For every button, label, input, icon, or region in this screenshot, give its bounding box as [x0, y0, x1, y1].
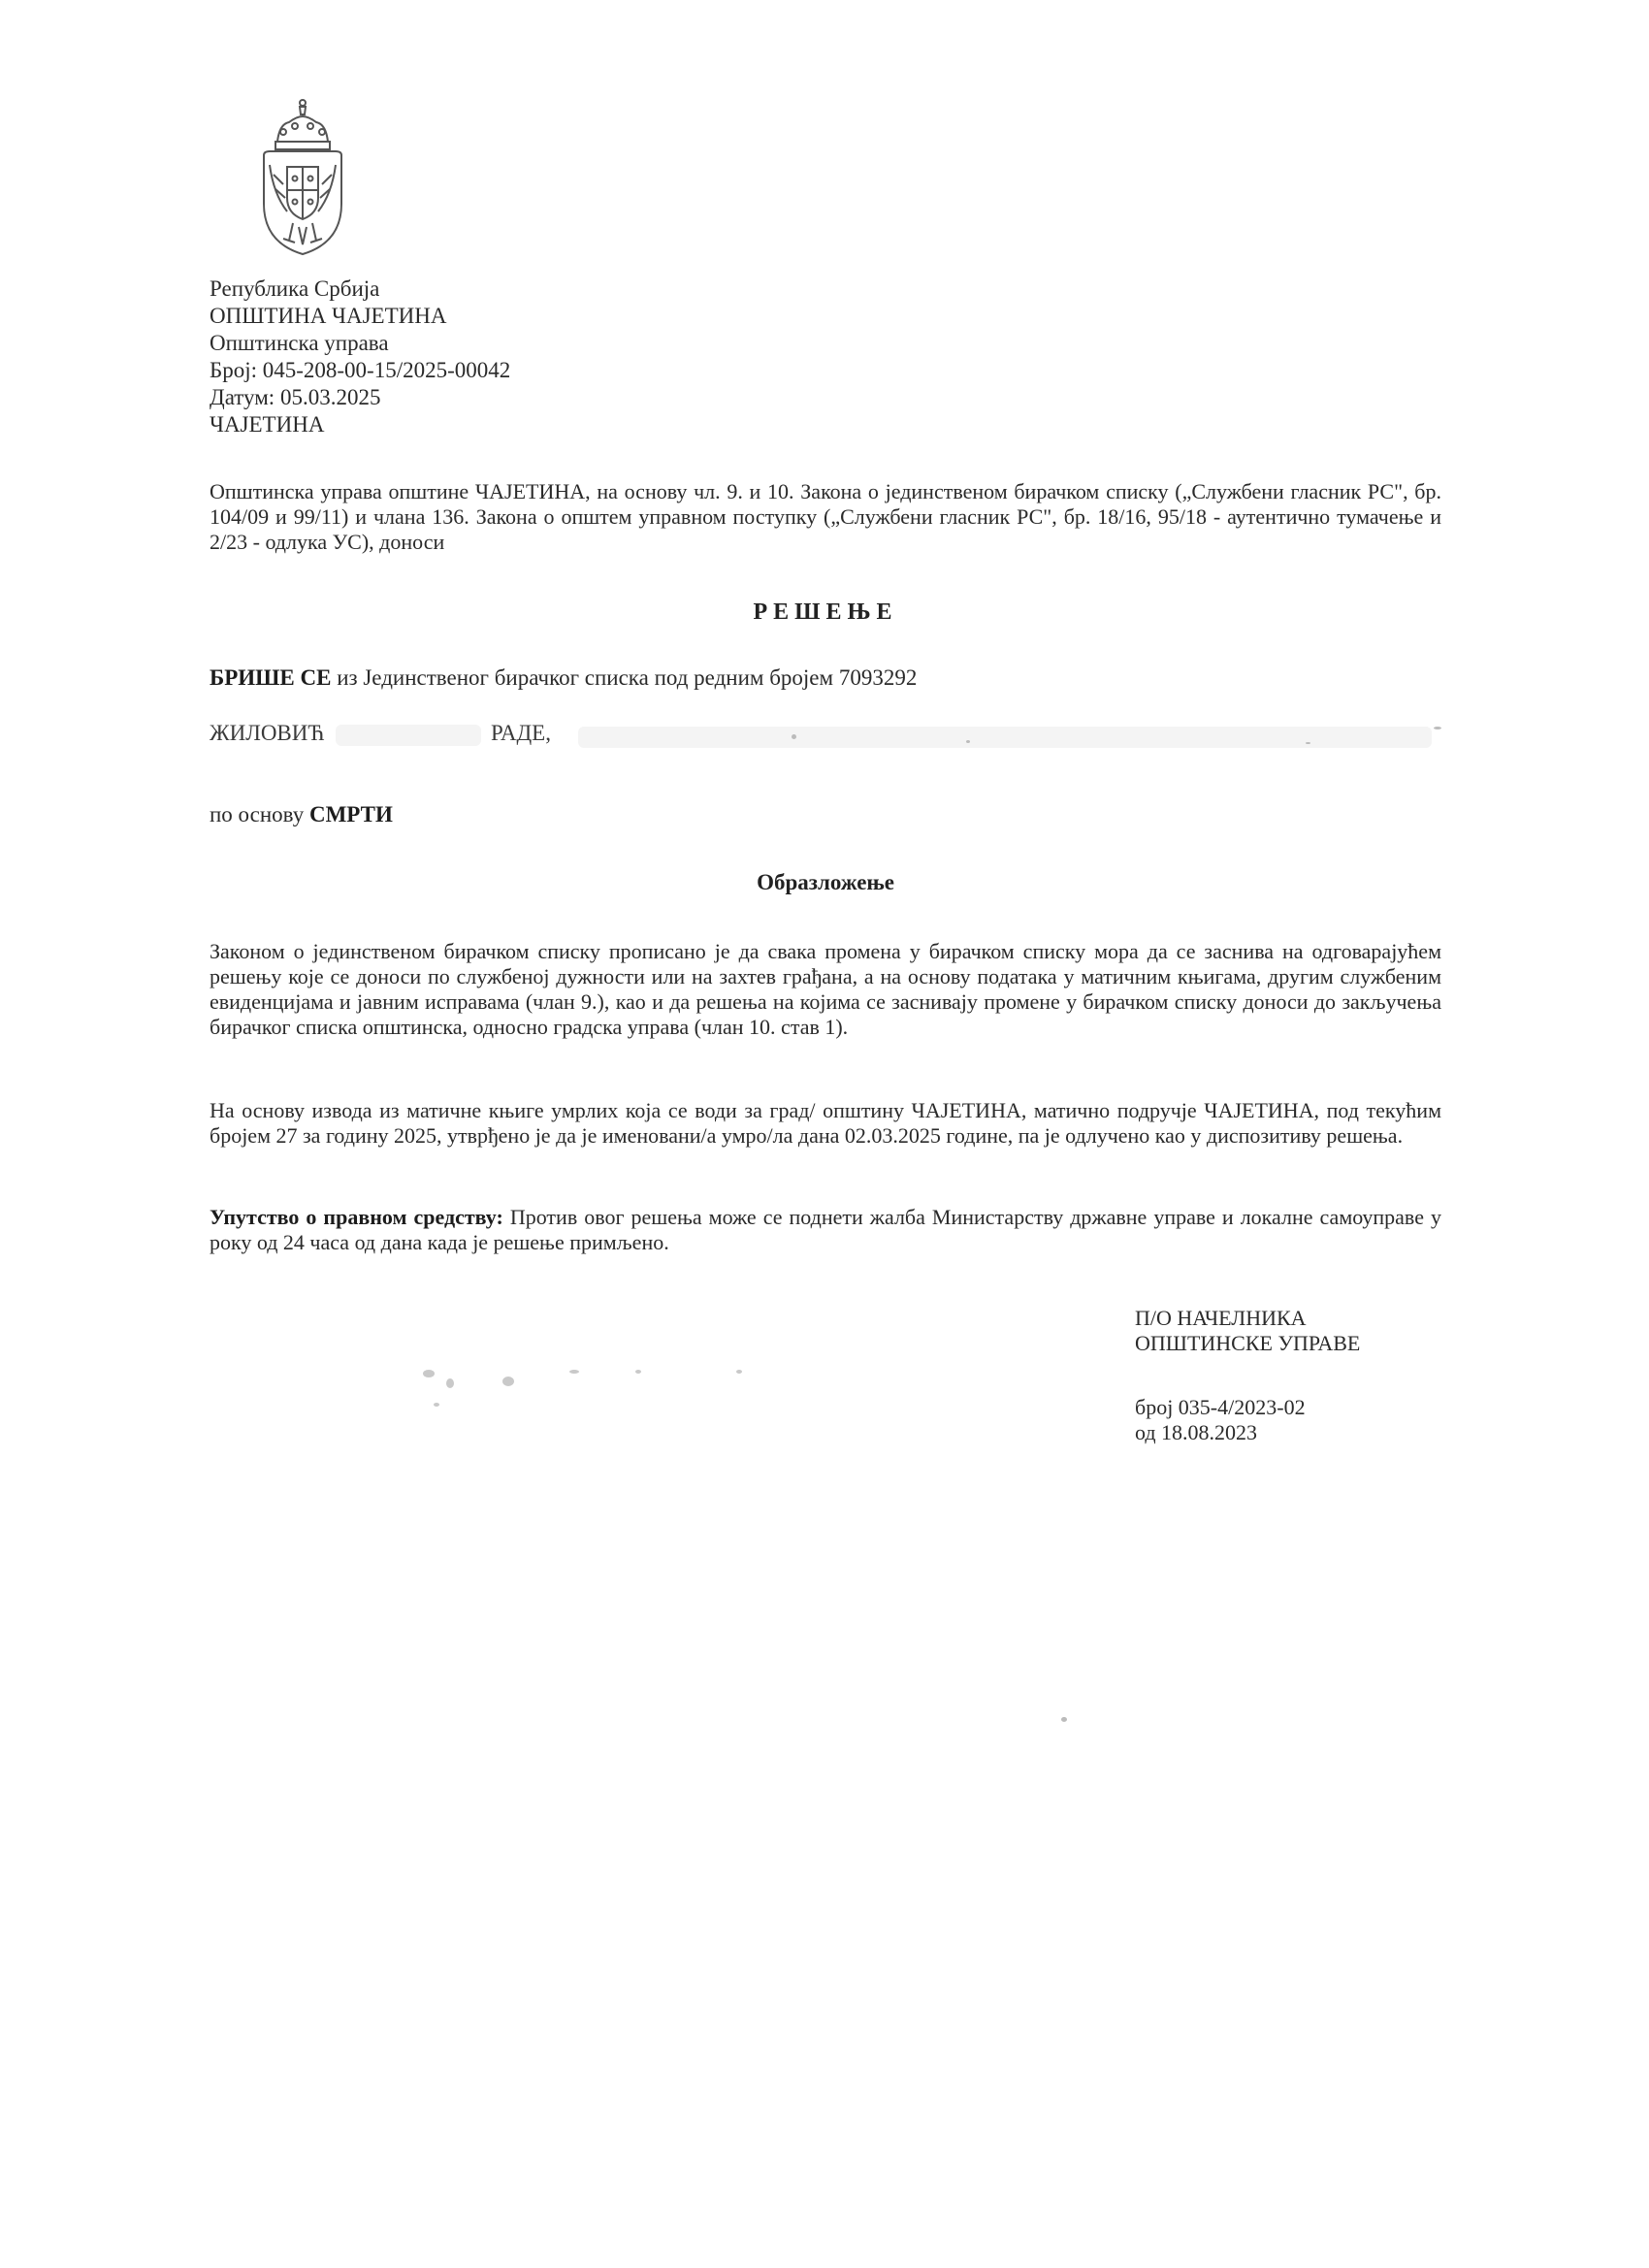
- decision-statement: [210, 665, 917, 691]
- basis-line: [210, 802, 393, 827]
- signature-office: ОПШТИНСКЕ УПРАВЕ: [1135, 1331, 1361, 1355]
- redaction-dot: [792, 734, 796, 739]
- basis-reason: СМРТИ: [308, 802, 393, 826]
- redaction-mark: [578, 727, 1432, 748]
- legal-remedy-text: Против овог решења може се поднети жалба Министарству државне управе и локалне самоуправе у року од 24 часа од дана када је решење примљено.: [210, 1205, 1441, 1254]
- header-date: Датум: 05.03.2025: [210, 385, 381, 409]
- signature-authorization-date: од 18.08.2023: [1135, 1420, 1258, 1444]
- redaction-dot: [1434, 727, 1441, 729]
- basis-prefix: по основу: [210, 802, 309, 826]
- redaction-mark: [336, 725, 481, 746]
- document-header: [210, 275, 510, 438]
- person-surname: ЖИЛОВИЋ: [210, 721, 325, 745]
- legal-remedy-paragraph: [210, 1205, 1441, 1255]
- decision-statement-text: из Јединственог бирачког списка под редним бројем 7093292: [331, 665, 918, 690]
- signature-authorization-number: број 035-4/2023-02: [1135, 1395, 1306, 1419]
- signature-title: П/О НАЧЕЛНИКА: [1135, 1306, 1307, 1330]
- serbian-coat-of-arms-icon: [254, 97, 351, 258]
- explanation-paragraph-1: Законом о јединственом бирачком списку прописано је да свака промена у бирачком списку мора да се заснива на одговарајућем решењу које се доноси по службеној дужности или на захтев грађана, а на основу података у матичним књигама, другим службеним евиденцијама и јавним исправама (члан 9.), као и да решења на којима се заснивају промене у бирачком списку доноси до закључења бирачког списка општинска, односно градска управа (члан 10. став 1).: [210, 939, 1441, 1039]
- redaction-dot: [966, 740, 970, 743]
- header-administration: Општинска управа: [210, 331, 389, 355]
- explanation-paragraph-2: На основу извода из матичне књиге умрлих која се води за град/ општину ЧАЈЕТИНА, матично подручје ЧАЈЕТИНА, под текућим бројем 27 за годину 2025, утврђено је да је именовани/а умро/ла дана 02.03.2025 године, па је одлучено као у диспозитиву решења.: [210, 1098, 1441, 1148]
- person-given-name: РАДЕ,: [491, 721, 551, 745]
- decision-statement-bold: БРИШЕ СЕ: [210, 665, 332, 690]
- header-place: ЧАЈЕТИНА: [210, 412, 325, 437]
- redaction-dot: [1306, 742, 1310, 744]
- explanation-title: Образложење: [757, 870, 894, 894]
- decision-title: РЕШЕЊЕ: [753, 599, 898, 625]
- scan-speck: [1061, 1717, 1067, 1722]
- header-country: Република Србија: [210, 276, 380, 301]
- header-municipality: ОПШТИНА ЧАЈЕТИНА: [210, 304, 447, 328]
- header-reference-number: Број: 045-208-00-15/2025-00042: [210, 358, 511, 382]
- person-name-line: [210, 721, 1441, 760]
- legal-remedy-label: Упутство о правном средству:: [210, 1205, 503, 1229]
- signature-block: [1135, 1306, 1360, 1445]
- preamble-paragraph: Општинска управа општине ЧАЈЕТИНА, на основу чл. 9. и 10. Закона о јединственом бирачком списку („Службени гласник РС", бр. 104/09 и 99/11) и члана 136. Закона о општем управном поступку („Службени гласник РС", бр. 18/16, 95/18 - аутентично тумачење и 2/23 - одлука УС), доноси: [210, 479, 1441, 554]
- faded-stamp-marks: [407, 1358, 776, 1416]
